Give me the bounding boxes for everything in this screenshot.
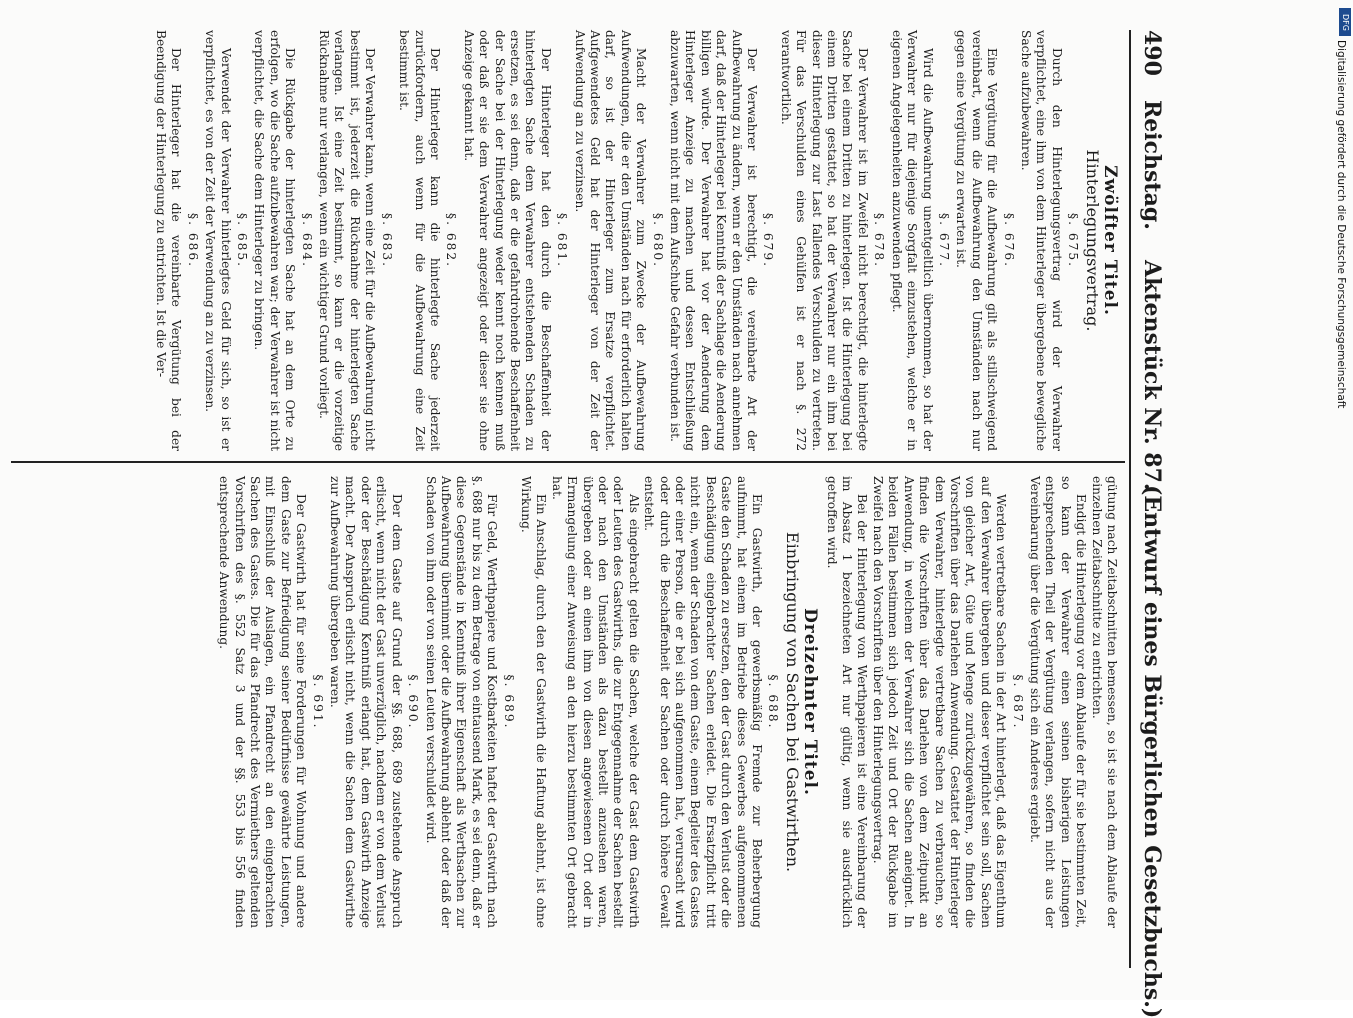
section-text: Der Verwahrer kann, wenn eine Zeit für die Aufbewahrung nicht bestimmt ist, jederzeit die Rücknahme der hinterlegten Sache verlangen. Ist eine Zeit bestimmt, so kann er die vorzeitige Rücknahme nur verlangen, wenn ein wichtiger Grund vorliegt. xyxy=(317,30,378,451)
section-number: §. 689. xyxy=(501,674,516,730)
section-text: Die Rückgabe der hinterlegten Sache hat an dem Orte zu erfolgen, wo die Sache aufzubewahren war; der Verwahrer ist nicht verpflichtet, die Sache dem Hinterleger zu bringen. xyxy=(252,30,298,451)
section-number: §. 676. xyxy=(1001,213,1016,268)
section-text: Ein Anschlag, durch den der Gastwirth die Haftung ablehnt, ist ohne Wirkung. xyxy=(518,476,549,928)
section-text: Der Gastwirth hat für seine Forderungen für Wohnung und andere dem Gaste zur Befriedigung seiner Bedürfnisse gewährte Leistungen, mit Einschluß der Auslagen, ein Pfandrecht an den eingebrachten Sachen des Gastes. Die für das Pfandrecht des Vermiethers geltenden Vorschriften des §. 552 Satz 3 und der §§. 553 bis 556 finden entsprechende Anwendung. xyxy=(217,476,309,928)
section-number: §. 677. xyxy=(936,213,951,268)
section-number: §. 688. xyxy=(766,674,781,730)
title-subheading: Hinterlegungsvertrag. xyxy=(1082,149,1102,332)
page-number: 490 xyxy=(1139,30,1165,76)
section-text: Verwendet der Verwahrer hinterlegtes Geld für sich, so ist er verpflichtet, es von der Zeit der Verwendung an zu verzinsen. xyxy=(203,30,233,451)
section-number: §. 681. xyxy=(555,213,570,268)
title-heading: Dreizehnter Titel. xyxy=(800,608,821,796)
header-rule xyxy=(1129,30,1131,968)
paragraph: Werden vertretbare Sachen in der Art hinterlegt, daß das Eigenthum auf den Verwahrer übergehen und dieser verpflichtet sein soll, Sachen von gleicher Art, Güte und Menge zurückzugewähren, so finden die Vorschriften über das Darlehen Anwendung. Gestattet der Hinterleger dem Verwahrer, hinterlegte vertretbare Sachen zu verbrauchen, so finden die Vorschriften über das Darlehen von dem Zeitpunkt an Anwendung, in welchem der Verwahrer sich die Sachen aneignet. In beiden Fällen bestimmen sich jedoch Zeit und Ort der Rückgabe im Zweifel nach den Vorschriften über den Hinterlegungsvertrag. xyxy=(870,476,1009,928)
chamber-label: Reichstag. xyxy=(1139,100,1165,230)
section-text: Durch den Hinterlegungsvertrag wird der Verwahrer verpflichtet, eine ihm von dem Hinterleger übergebene bewegliche Sache aufzubewahren. xyxy=(1018,30,1064,451)
section-list xyxy=(216,476,781,928)
section-text: Ein Gastwirth, der gewerbsmäßig Fremde zur Beherbergung aufnimmt, hat einem im Betriebe dieses Gewerbes aufgenommenen Gaste den Schaden zu ersetzen, den der Gast durch den Verlust oder die Beschädigung eingebrachter Sachen erleidet. Die Ersatzpflicht tritt nicht ein, wenn der Schaden von dem Gaste, einem Begleiter des Gastes oder einer Person, die er bei sich aufgenommen hat, verursacht wird oder durch die Beschaffenheit der Sachen oder durch höhere Gewalt entsteht. xyxy=(642,476,765,928)
section-number: §. 680. xyxy=(650,213,665,268)
right-column xyxy=(216,476,1119,928)
document-subject: (Entwurf eines Bürgerlichen Gesetzbuchs.) xyxy=(1139,485,1165,1018)
section-number: §. 691. xyxy=(310,674,325,730)
section-number: §. 686. xyxy=(185,213,200,268)
title-subheading: Einbringung von Sachen bei Gastwirthen. xyxy=(782,531,802,873)
section-number: §. 684. xyxy=(299,213,314,268)
paragraph: gütung nach Zeitabschnitten bemessen, so ist sie nach dem Ablaufe der einzelnen Zeitabschnitte zu entrichten. xyxy=(1089,476,1119,928)
section-number: §. 690. xyxy=(406,674,421,730)
page-header xyxy=(1131,30,1171,1018)
section-text: Für Geld, Werthpapiere und Kostbarkeiten haftet der Gastwirth nach §. 688 nur bis zu dem Betrage von eintausend Mark, es sei denn, daß er diese Gegenstände in Kenntniß ihrer Eigenschaft als Werthsachen zur Aufbewahrung übernimmt oder die Aufbewahrung ablehnt oder daß der Schaden von ihm oder von seinen Leuten verschuldet wird. xyxy=(423,476,500,928)
title-heading: Zwölfter Titel. xyxy=(1100,165,1120,316)
section-number: §. 687. xyxy=(1010,674,1025,730)
paragraph: Endigt die Hinterlegung vor dem Ablaufe der für sie bestimmten Zeit, so kann der Verwahrer einen seinen bisherigen Leistungen entsprechenden Theil der Vergütung verlangen, sofern nicht aus der Vereinbarung über die Vergütung sich ein Anderes ergiebt. xyxy=(1027,476,1089,928)
column-divider xyxy=(11,461,1125,463)
paragraph: Bei der Hinterlegung von Werthpapieren ist eine Vereinbarung der im Absatz 1 bezeichneten Art nur gültig, wenn sie ausdrücklich getroffen wird. xyxy=(824,476,870,928)
section-text: Der Hinterleger kann die hinterlegte Sache jederzeit zurückfordern, auch wenn für die Aufbewahrung eine Zeit bestimmt ist. xyxy=(397,30,442,451)
section-text: Der Verwahrer ist berechtigt, die vereinbarte Art der Aufbewahrung zu ändern, wenn er den Umständen nach annehmen darf, daß der Hinterleger bei Kenntniß der Sachlage die Aenderung billigen würde. Der Verwahrer hat vor der Aenderung dem Hinterleger Anzeige zu machen und dessen Entschließung abzuwarten, wenn nicht mit dem Aufschube Gefahr verbunden ist. xyxy=(668,30,760,451)
section-number: §. 675. xyxy=(1066,213,1081,268)
section-text: Der Hinterleger hat die vereinbarte Vergütung bei der Beendigung der Hinterlegung zu entrichten. Ist die Ver- xyxy=(154,30,184,451)
document-number: Aktenstück Nr. 87. xyxy=(1139,260,1165,491)
section-text: Der Verwahrer ist im Zweifel nicht berechtigt, die hinterlegte Sache bei einem Dritten zu hinterlegen. Ist die Hinterlegung bei einem Dritten gestattet, so hat der Verwahrer nur ein ihm bei dieser Hinterlegung zur Last fallendes Verschulden zu vertreten. Für das Verschulden eines Gehülfen ist er nach §. 272 verantwortlich. xyxy=(778,30,870,451)
page-content xyxy=(11,30,1171,1018)
section-text: Eine Vergütung für die Aufbewahrung gilt als stillschweigend vereinbart, wenn die Aufbewahrung den Umständen nach nur gegen eine Vergütung zu erwarten ist. xyxy=(954,30,1000,451)
section-text: Der Hinterleger hat den durch die Beschaffenheit der hinterlegten Sache dem Verwahrer entstehenden Schaden zu ersetzen, es sei denn, daß er die gefahrdrohende Beschaffenheit der Sache bei der Hinterlegung weder kennt noch kennen muß oder daß er sie dem Verwahrer angezeigt oder dieser sie ohne Anzeige gekannt hat. xyxy=(461,30,553,451)
section-number: §. 679. xyxy=(761,213,776,268)
section-number: §. 678. xyxy=(872,213,887,268)
section-number: §. 683. xyxy=(379,213,394,268)
dfg-logo-icon: DFG xyxy=(1339,8,1351,36)
section-list xyxy=(153,30,1081,451)
section-number: §. 682. xyxy=(444,213,459,268)
section-text: Als eingebracht gelten die Sachen, welche der Gast dem Gastwirth oder Leuten des Gastwirths, die zur Entgegennahme der Sachen bestellt oder nach den Umständen als dazu bestellt anzusehen waren, übergeben oder an einen ihm von diesen angewiesenen Ort oder in Ermangelung einer Anweisung an den hierzu bestimmten Ort gebracht hat. xyxy=(549,476,641,928)
left-column xyxy=(153,30,1119,451)
section-text: Der dem Gaste auf Grund der §§. 688, 689 zustehende Anspruch erlischt, wenn nicht der Gast unverzüglich, nachdem er von dem Verlust oder der Beschädigung Kenntniß erlangt hat, dem Gastwirth Anzeige macht. Der Anspruch erlischt nicht, wenn die Sachen dem Gastwirthe zur Aufbewahrung übergeben waren. xyxy=(328,476,404,928)
section-number: §. 685. xyxy=(235,213,250,268)
funding-notice: Digitalisierung gefördert durch die Deutsche Forschungsgemeinschaft xyxy=(1335,40,1347,409)
section-text: Macht der Verwahrer zum Zwecke der Aufbewahrung Aufwendungen, die er den Umständen nach für erforderlich halten darf, so ist der Hinterleger zum Ersatze verpflichtet. Aufgewendetes Geld hat der Hinterleger von der Zeit der Aufwendung an zu verzinsen. xyxy=(572,30,649,451)
section-text: Wird die Aufbewahrung unentgeltlich übernommen, so hat der Verwahrer nur für diejenige Sorgfalt einzustehen, welche er in eigenen Angelegenheiten anzuwenden pflegt. xyxy=(889,30,935,451)
